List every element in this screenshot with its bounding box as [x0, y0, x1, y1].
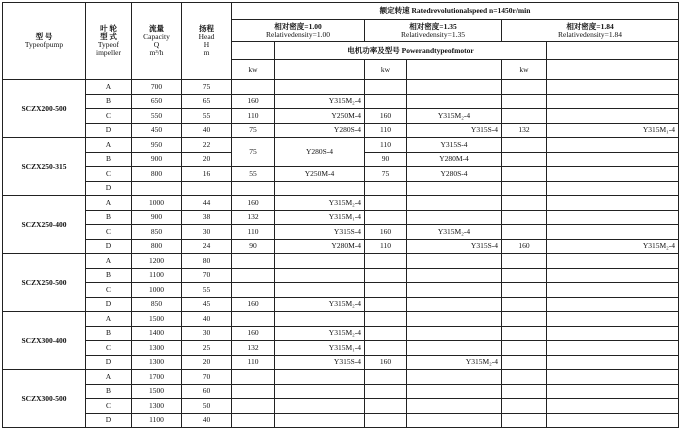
- head-cell: 65: [182, 94, 232, 109]
- impeller-cell: C: [86, 283, 132, 298]
- impeller-header-en2: impeller: [96, 47, 121, 57]
- kw-cell: [365, 312, 407, 327]
- head-cell: 24: [182, 239, 232, 254]
- kw-cell: [502, 370, 547, 385]
- motor-cell: [547, 225, 679, 240]
- table-row: [3, 80, 679, 95]
- kw-header-3: kw: [502, 60, 547, 80]
- table-row: [3, 167, 679, 182]
- spec-table-container: [2, 2, 679, 428]
- motor-cell: [547, 297, 679, 312]
- motor-cell: [407, 370, 502, 385]
- head-cell: 70: [182, 268, 232, 283]
- capacity-cell: [132, 181, 182, 196]
- kw-cell: [365, 254, 407, 269]
- kw-header-2: kw: [365, 60, 407, 80]
- kw-cell: [365, 413, 407, 428]
- kw-cell: [232, 254, 275, 269]
- kw-cell: [232, 283, 275, 298]
- motor-cell: Y315M₂-4: [407, 109, 502, 124]
- capacity-header-symbol: Q: [153, 40, 160, 49]
- impeller-cell: B: [86, 152, 132, 167]
- impeller-cell: C: [86, 167, 132, 182]
- motor-cell: Y315M₂-4: [275, 94, 365, 109]
- motor-cell: [407, 326, 502, 341]
- capacity-cell: 1000: [132, 196, 182, 211]
- head-header-symbol: H: [203, 40, 210, 49]
- motor-cell: [547, 268, 679, 283]
- motor-cell: Y250M-4: [275, 109, 365, 124]
- capacity-cell: 1100: [132, 413, 182, 428]
- impeller-cell: A: [86, 312, 132, 327]
- kw-cell: [365, 181, 407, 196]
- kw-cell: [232, 399, 275, 414]
- head-cell: 30: [182, 225, 232, 240]
- capacity-cell: 1300: [132, 341, 182, 356]
- capacity-header-cn: 流量: [149, 24, 164, 34]
- model-header: [3, 3, 86, 80]
- head-cell: 25: [182, 341, 232, 356]
- motor-cell: Y315M₁-4: [275, 341, 365, 356]
- head-cell: 45: [182, 297, 232, 312]
- motor-cell: [547, 370, 679, 385]
- motor-cell: [547, 196, 679, 211]
- impeller-cell: C: [86, 109, 132, 124]
- head-cell: 60: [182, 384, 232, 399]
- density-group-1: [232, 20, 365, 42]
- kw-cell: 90: [365, 152, 407, 167]
- motor-cell: [275, 312, 365, 327]
- impeller-header-cn1: 叶 轮: [100, 24, 117, 34]
- kw-cell: [502, 167, 547, 182]
- kw-cell: [365, 297, 407, 312]
- impeller-cell: C: [86, 225, 132, 240]
- header-row-speed: [3, 3, 679, 20]
- kw-cell: [502, 196, 547, 211]
- head-cell: 55: [182, 109, 232, 124]
- motor-cell: [407, 283, 502, 298]
- model-header-en: Typeofpump: [24, 40, 64, 49]
- kw-header-1: kw: [232, 60, 275, 80]
- kw-cell: [232, 80, 275, 95]
- motor-type-header-2: [407, 60, 502, 80]
- density-group-3: [502, 20, 679, 42]
- kw-cell: [502, 341, 547, 356]
- capacity-cell: 700: [132, 80, 182, 95]
- motor-cell: Y315M₂-4: [275, 326, 365, 341]
- model-name: SCZX300-400: [3, 312, 86, 370]
- table-row: [3, 341, 679, 356]
- kw-cell: [502, 181, 547, 196]
- motor-cell: Y315M₂-4: [275, 196, 365, 211]
- motor-cell: [547, 326, 679, 341]
- kw-cell: 55: [232, 167, 275, 182]
- motor-cell: [547, 94, 679, 109]
- motor-cell: [407, 384, 502, 399]
- motor-cell: Y315M₂-4: [407, 225, 502, 240]
- motor-cell: Y280M-4: [275, 239, 365, 254]
- motor-cell: [547, 312, 679, 327]
- impeller-cell: B: [86, 384, 132, 399]
- kw-cell: [365, 196, 407, 211]
- motor-cell: [275, 268, 365, 283]
- motor-cell: Y280M-4: [407, 152, 502, 167]
- kw-cell: [502, 384, 547, 399]
- head-cell: 40: [182, 312, 232, 327]
- impeller-cell: D: [86, 355, 132, 370]
- kw-cell: [232, 312, 275, 327]
- table-row: [3, 123, 679, 138]
- motor-cell: Y315M₂-4: [275, 297, 365, 312]
- model-name: SCZX250-400: [3, 196, 86, 254]
- motor-cell: [275, 80, 365, 95]
- motor-cell: Y315S-4: [407, 239, 502, 254]
- kw-cell: [365, 326, 407, 341]
- table-row: [3, 254, 679, 269]
- motor-cell: [547, 283, 679, 298]
- table-row: [3, 196, 679, 211]
- head-cell: 20: [182, 355, 232, 370]
- motor-cell: [547, 109, 679, 124]
- capacity-cell: 900: [132, 210, 182, 225]
- head-cell: [182, 181, 232, 196]
- kw-cell: 110: [232, 225, 275, 240]
- head-cell: 70: [182, 370, 232, 385]
- density-3-en: Relativedensity=1.84: [558, 29, 623, 39]
- motor-title: 电机功率及型号 Powerandtypeofmotor: [275, 42, 547, 60]
- capacity-cell: 900: [132, 152, 182, 167]
- kw-cell: [502, 109, 547, 124]
- motor-cell: [275, 413, 365, 428]
- impeller-cell: D: [86, 297, 132, 312]
- kw-cell: 75: [365, 167, 407, 182]
- motor-cell: Y315S-4: [407, 138, 502, 153]
- table-row: [3, 399, 679, 414]
- kw-cell: [365, 268, 407, 283]
- capacity-header-unit: m³/h: [149, 47, 164, 57]
- capacity-cell: 1500: [132, 384, 182, 399]
- head-cell: 50: [182, 399, 232, 414]
- motor-cell: [407, 297, 502, 312]
- density-group-2: [365, 20, 502, 42]
- density-2-cn: 相对密度=1.35: [409, 21, 457, 31]
- head-cell: 20: [182, 152, 232, 167]
- kw-cell: [365, 399, 407, 414]
- impeller-cell: D: [86, 181, 132, 196]
- kw-cell: [502, 225, 547, 240]
- kw-cell: [232, 384, 275, 399]
- kw-cell: [502, 312, 547, 327]
- motor-cell: [547, 355, 679, 370]
- table-row: [3, 326, 679, 341]
- table-row: [3, 297, 679, 312]
- kw-cell: 160: [502, 239, 547, 254]
- impeller-cell: B: [86, 94, 132, 109]
- motor-cell: [547, 167, 679, 182]
- kw-cell: [502, 152, 547, 167]
- table-row: [3, 239, 679, 254]
- table-row: [3, 283, 679, 298]
- kw-cell: 160: [365, 355, 407, 370]
- kw-cell: [232, 413, 275, 428]
- head-cell: 30: [182, 326, 232, 341]
- kw-cell: [502, 254, 547, 269]
- impeller-cell: D: [86, 413, 132, 428]
- kw-cell: [232, 268, 275, 283]
- motor-cell: Y315S-4: [275, 225, 365, 240]
- kw-cell: 160: [232, 94, 275, 109]
- kw-cell: [365, 384, 407, 399]
- motor-cell: [407, 399, 502, 414]
- motor-cell: [547, 399, 679, 414]
- capacity-cell: 800: [132, 167, 182, 182]
- table-row: [3, 370, 679, 385]
- impeller-cell: B: [86, 268, 132, 283]
- table-row: [3, 268, 679, 283]
- kw-cell: 132: [502, 123, 547, 138]
- table-row: [3, 138, 679, 153]
- impeller-header-en1: Typeof: [97, 40, 120, 49]
- kw-cell: [502, 94, 547, 109]
- table-row: [3, 225, 679, 240]
- capacity-cell: 1200: [132, 254, 182, 269]
- capacity-header-en: Capacity: [143, 32, 170, 42]
- kw-cell: 160: [232, 297, 275, 312]
- motor-title-right-blank: [547, 42, 679, 60]
- head-cell: 75: [182, 80, 232, 95]
- motor-title-left-blank: [232, 42, 275, 60]
- impeller-cell: B: [86, 210, 132, 225]
- kw-cell: 110: [232, 355, 275, 370]
- table-row: [3, 413, 679, 428]
- motor-cell: Y315M₂-4: [547, 239, 679, 254]
- capacity-cell: 1300: [132, 355, 182, 370]
- kw-cell: 132: [232, 210, 275, 225]
- density-2-en: Relativedensity=1.35: [400, 29, 465, 39]
- motor-cell: [275, 384, 365, 399]
- kw-cell: 160: [232, 196, 275, 211]
- kw-cell: [502, 326, 547, 341]
- capacity-cell: 1000: [132, 283, 182, 298]
- model-name: SCZX250-315: [3, 138, 86, 196]
- head-cell: 40: [182, 123, 232, 138]
- impeller-cell: A: [86, 138, 132, 153]
- kw-cell: 160: [365, 109, 407, 124]
- kw-cell: 110: [365, 138, 407, 153]
- motor-cell: [275, 370, 365, 385]
- table-row: [3, 109, 679, 124]
- kw-cell: [502, 210, 547, 225]
- motor-cell: [275, 283, 365, 298]
- table-row: [3, 94, 679, 109]
- capacity-cell: 650: [132, 94, 182, 109]
- impeller-cell: A: [86, 370, 132, 385]
- kw-cell: 132: [232, 341, 275, 356]
- density-1-cn: 相对密度=1.00: [274, 21, 322, 31]
- motor-cell: [275, 399, 365, 414]
- kw-cell: [365, 341, 407, 356]
- impeller-header: [86, 3, 132, 80]
- motor-cell: [407, 210, 502, 225]
- capacity-cell: 1400: [132, 326, 182, 341]
- motor-cell: [547, 210, 679, 225]
- head-header-en: Head: [198, 32, 215, 42]
- head-cell: 40: [182, 413, 232, 428]
- impeller-cell: D: [86, 239, 132, 254]
- head-header: [182, 3, 232, 80]
- head-cell: 55: [182, 283, 232, 298]
- kw-cell: 110: [365, 239, 407, 254]
- impeller-cell: C: [86, 341, 132, 356]
- impeller-header-cn2: 型 式: [100, 32, 117, 42]
- impeller-cell: D: [86, 123, 132, 138]
- head-cell: 80: [182, 254, 232, 269]
- model-name: SCZX250-500: [3, 254, 86, 312]
- motor-cell: Y315M₁-4: [275, 210, 365, 225]
- motor-cell: [407, 268, 502, 283]
- kw-cell: 75: [232, 123, 275, 138]
- kw-cell: [365, 80, 407, 95]
- kw-cell: [365, 370, 407, 385]
- capacity-header: [132, 3, 182, 80]
- kw-cell: [365, 283, 407, 298]
- motor-type-header-1: [275, 60, 365, 80]
- capacity-cell: 1700: [132, 370, 182, 385]
- capacity-cell: 1300: [132, 399, 182, 414]
- motor-cell: [407, 181, 502, 196]
- impeller-cell: A: [86, 254, 132, 269]
- kw-cell: 160: [365, 225, 407, 240]
- capacity-cell: 850: [132, 297, 182, 312]
- motor-cell: [547, 254, 679, 269]
- kw-cell: [365, 94, 407, 109]
- impeller-cell: A: [86, 196, 132, 211]
- motor-cell: Y280S-4: [275, 138, 365, 167]
- motor-cell: [547, 138, 679, 153]
- model-name: SCZX200-500: [3, 80, 86, 138]
- pump-spec-table: [2, 2, 679, 428]
- kw-cell: [502, 138, 547, 153]
- motor-cell: [275, 181, 365, 196]
- motor-cell: Y280S-4: [407, 167, 502, 182]
- capacity-cell: 450: [132, 123, 182, 138]
- capacity-cell: 850: [132, 225, 182, 240]
- kw-cell: 90: [232, 239, 275, 254]
- kw-cell: [502, 355, 547, 370]
- motor-cell: [407, 80, 502, 95]
- model-name: SCZX300-500: [3, 370, 86, 428]
- motor-cell: [547, 181, 679, 196]
- head-cell: 22: [182, 138, 232, 153]
- kw-cell: 110: [232, 109, 275, 124]
- model-header-cn: 型 号: [35, 32, 53, 42]
- capacity-cell: 1500: [132, 312, 182, 327]
- kw-cell: [502, 413, 547, 428]
- motor-cell: [547, 341, 679, 356]
- capacity-cell: 950: [132, 138, 182, 153]
- motor-cell: Y250M-4: [275, 167, 365, 182]
- motor-cell: [407, 254, 502, 269]
- kw-cell: [502, 268, 547, 283]
- density-1-en: Relativedensity=1.00: [265, 29, 330, 39]
- kw-cell: [232, 181, 275, 196]
- kw-cell: [502, 283, 547, 298]
- table-row: [3, 355, 679, 370]
- impeller-cell: B: [86, 326, 132, 341]
- kw-cell: [232, 370, 275, 385]
- motor-cell: [407, 312, 502, 327]
- motor-cell: Y315M₁-4: [547, 123, 679, 138]
- capacity-cell: 1100: [132, 268, 182, 283]
- density-3-cn: 相对密度=1.84: [566, 21, 614, 31]
- head-cell: 38: [182, 210, 232, 225]
- head-cell: 44: [182, 196, 232, 211]
- motor-cell: [547, 384, 679, 399]
- motor-cell: Y315S-4: [275, 355, 365, 370]
- kw-cell: [365, 210, 407, 225]
- kw-cell: 160: [232, 326, 275, 341]
- kw-cell: 110: [365, 123, 407, 138]
- motor-cell: Y315M₂-4: [407, 355, 502, 370]
- motor-cell: [547, 80, 679, 95]
- capacity-cell: 800: [132, 239, 182, 254]
- head-cell: 16: [182, 167, 232, 182]
- table-row: [3, 384, 679, 399]
- capacity-cell: 550: [132, 109, 182, 124]
- motor-cell: Y315S-4: [407, 123, 502, 138]
- motor-type-header-3: [547, 60, 679, 80]
- table-row: [3, 181, 679, 196]
- motor-cell: Y280S-4: [275, 123, 365, 138]
- motor-cell: [407, 341, 502, 356]
- table-row: [3, 312, 679, 327]
- kw-cell: [502, 297, 547, 312]
- motor-cell: [547, 413, 679, 428]
- motor-cell: [407, 196, 502, 211]
- impeller-cell: C: [86, 399, 132, 414]
- motor-cell: [547, 152, 679, 167]
- kw-cell: 75: [232, 138, 275, 167]
- motor-cell: [407, 94, 502, 109]
- speed-title: 额定转速 Ratedrevolutionalspeed n=1450r/min: [232, 3, 679, 20]
- head-header-unit: m: [203, 47, 210, 57]
- motor-cell: [275, 254, 365, 269]
- impeller-cell: A: [86, 80, 132, 95]
- table-row: [3, 210, 679, 225]
- kw-cell: [502, 399, 547, 414]
- motor-cell: [407, 413, 502, 428]
- head-header-cn: 扬程: [199, 24, 214, 34]
- kw-cell: [502, 80, 547, 95]
